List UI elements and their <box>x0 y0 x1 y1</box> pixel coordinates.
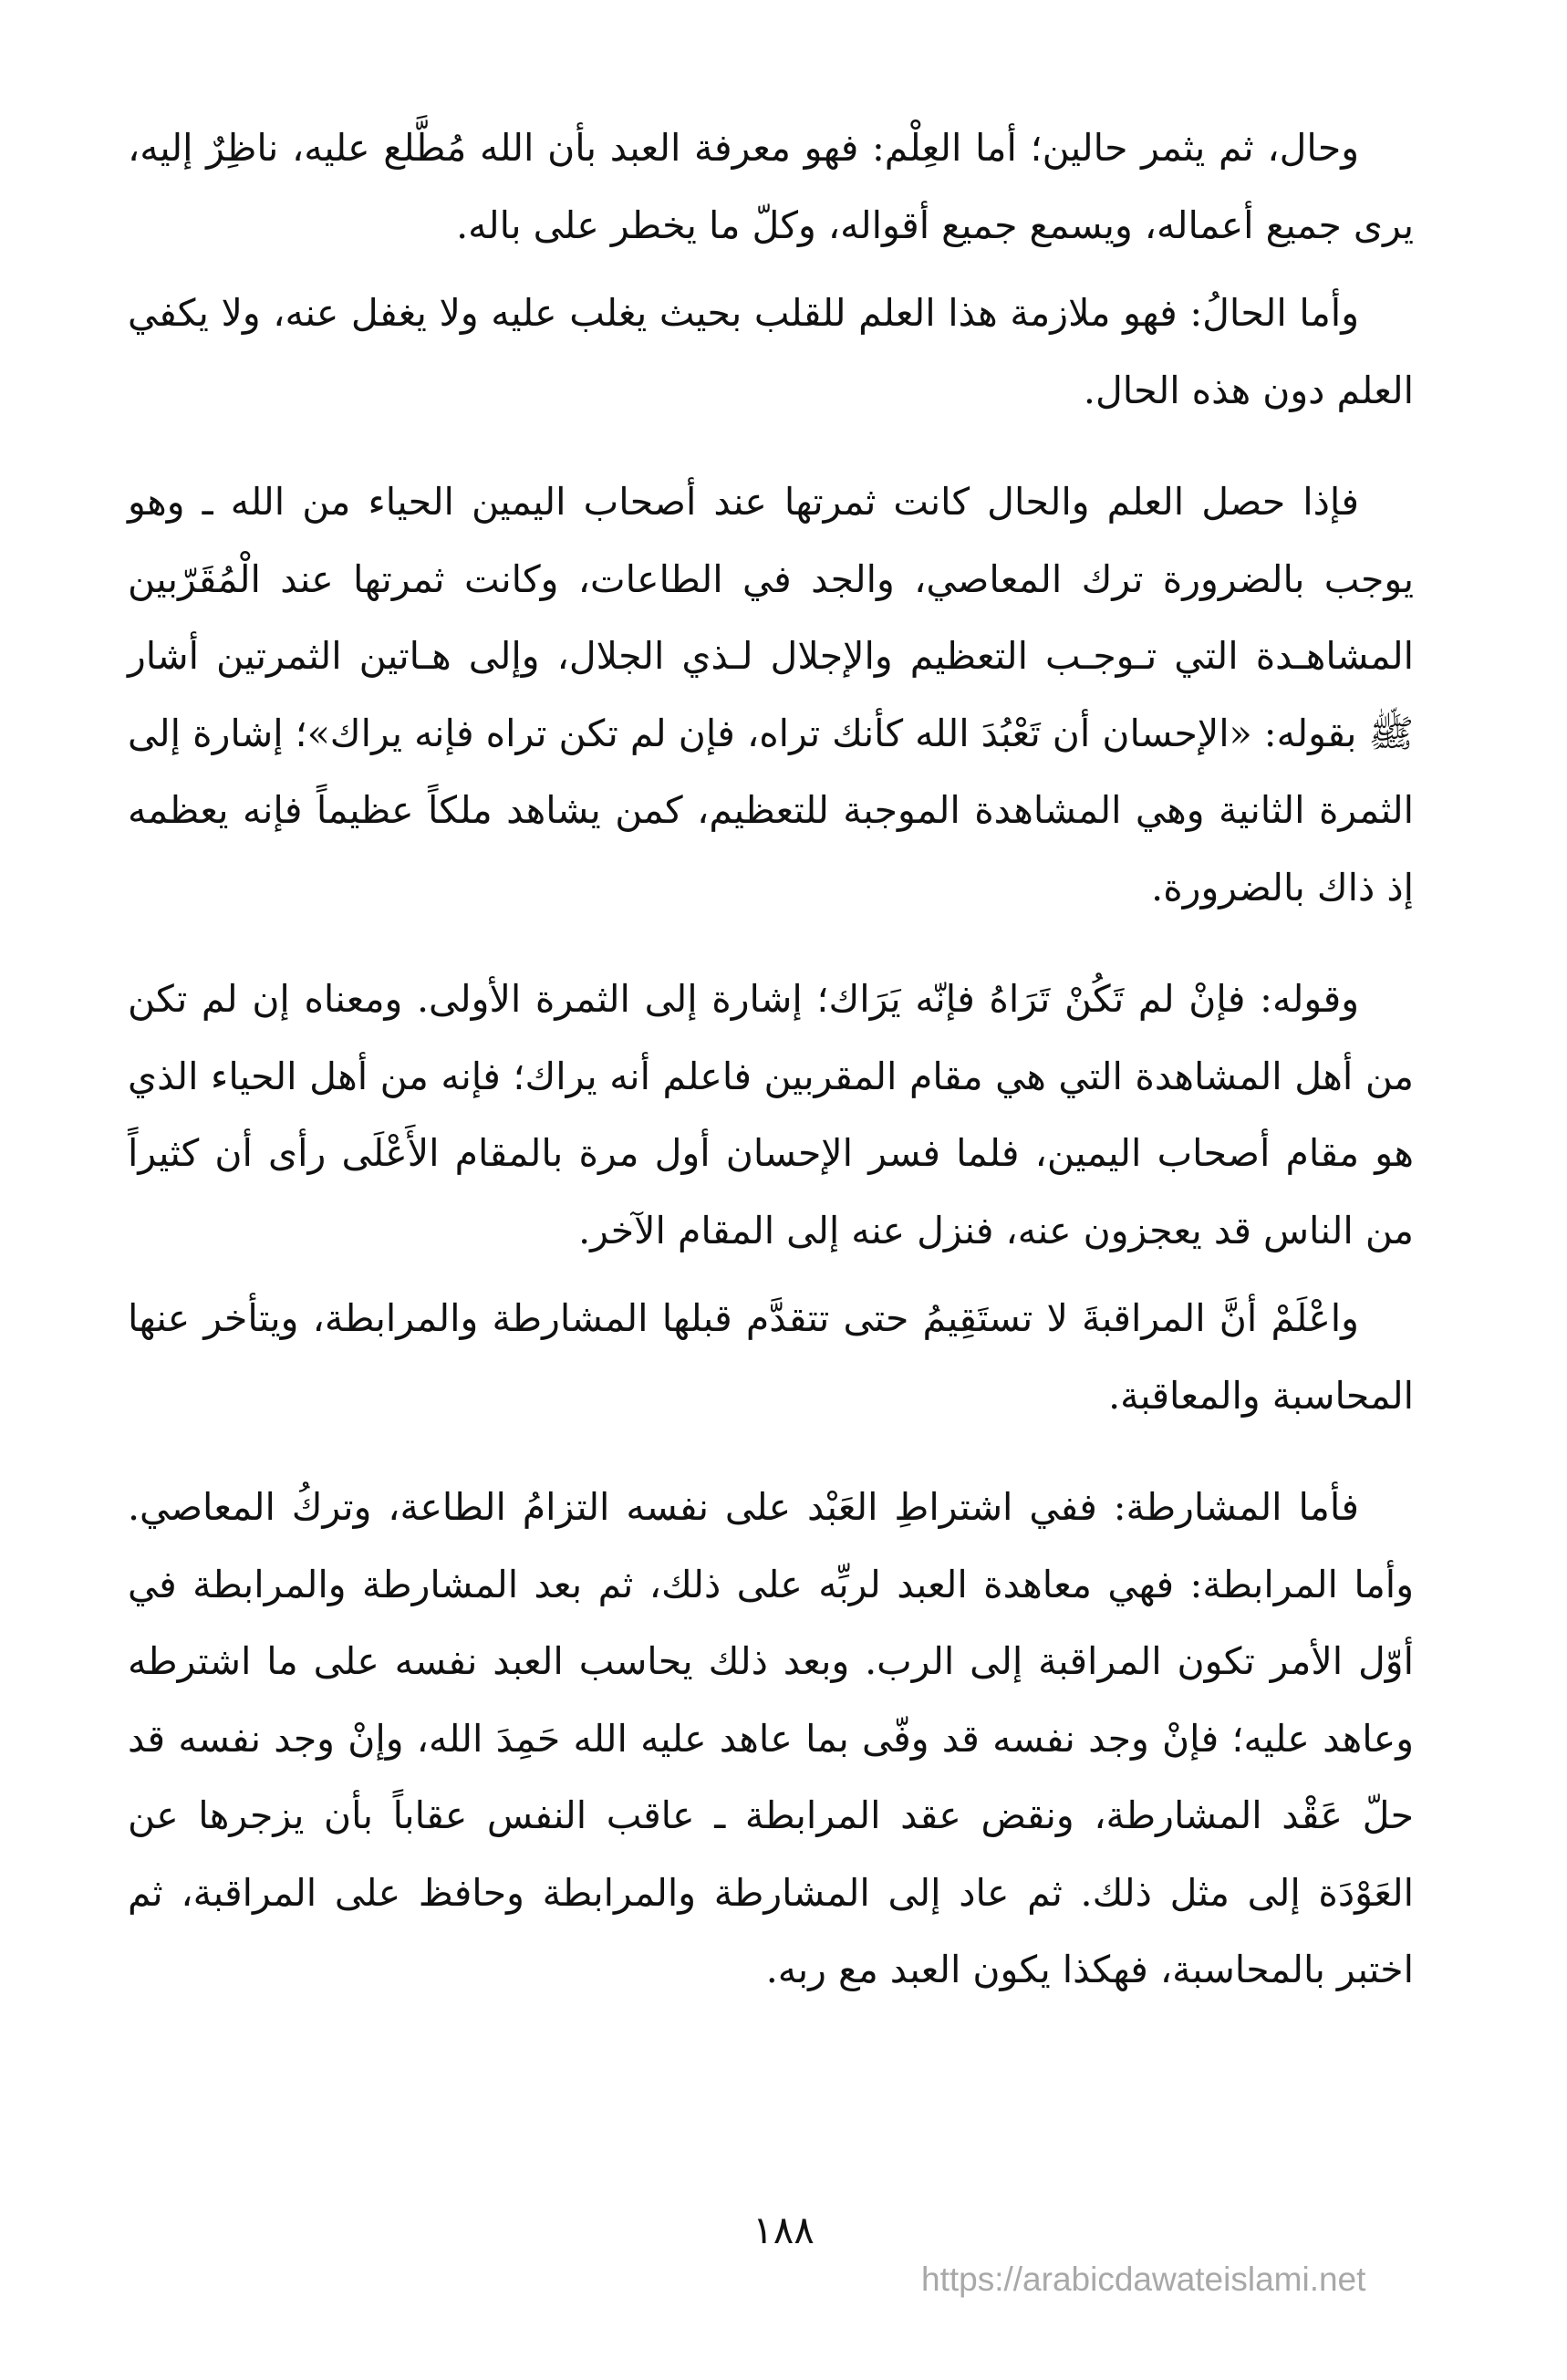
page-body <box>128 109 1414 2009</box>
watermark-url: https://arabicdawateislami.net <box>921 2260 1366 2298</box>
paragraph-musharata: فأما المشارطة: ففي اشتراطِ العَبْد على نفسه التزامُ الطاعة، وتركُ المعاصي. وأما المرابطة: فهي معاهدة العبد لربِّه على ذلك، ثم بعد المشارطة والمرابطة في أوّل الأمر تكون المراقبة إلى الرب. وبعد ذلك يحاسب العبد نفسه على ما اشترطه وعاهد عليه؛ فإنْ وجد نفسه قد وفّى بما عاهد عليه الله حَمِدَ الله، وإنْ وجد نفسه قد حلّ عَقْد المشارطة، ونقض عقد المرابطة ـ عاقب النفس عقاباً بأن يزجرها عن العَوْدَة إلى مثل ذلك. ثم عاد إلى المشارطة والمرابطة وحافظ على المراقبة، ثم اختبر بالمحاسبة، فهكذا يكون العبد مع ربه. <box>128 1485 1414 1991</box>
paragraph-fruits: فإذا حصل العلم والحال كانت ثمرتها عند أصحاب اليمين الحياء من الله ـ وهو يوجب بالضرورة ترك المعاصي، والجد في الطاعات، وكانت ثمرتها عند الْمُقَرّبين المشاهـدة التي تـوجـب التعظيم والإجلال لـذي الجلال، وإلى هـاتين الثمرتين أشار ﷺ بقوله: «الإحسان أن تَعْبُدَ الله كأنك تراه، فإن لم تكن تراه فإنه يراك»؛ إشارة إلى الثمرة الثانية وهي المشاهدة الموجبة للتعظيم، كمن يشاهد ملكاً عظيماً فإنه يعظمه إذ ذاك بالضرورة. <box>128 480 1414 909</box>
paragraph-state: وأما الحالُ: فهو ملازمة هذا العلم للقلب بحيث يغلب عليه ولا يغفل عنه، ولا يكفي العلم دون هذه الحال. <box>128 291 1414 412</box>
paragraph-muraqaba: واعْلَمْ أنَّ المراقبةَ لا تستَقِيمُ حتى تتقدَّم قبلها المشارطة والمرابطة، ويتأخر عنها المحاسبة والمعاقبة. <box>128 1296 1414 1418</box>
paragraph-knowledge: وحال، ثم يثمر حالين؛ أما العِلْم: فهو معرفة العبد بأن الله مُطَّلع عليه، ناظِرٌ إليه، يرى جميع أعماله، ويسمع جميع أقواله، وكلّ ما يخطر على باله. <box>128 126 1414 247</box>
paragraph-hadith-explanation: وقوله: فإنْ لم تَكُنْ تَرَاهُ فإنّه يَرَاك؛ إشارة إلى الثمرة الأولى. ومعناه إن لم تكن من أهل المشاهدة التي هي مقام المقربين فاعلم أنه يراك؛ فإنه من أهل الحياء الذي هو مقام أصحاب اليمين، فلما فسر الإحسان أول مرة بالمقام الأَعْلَى رأى أن كثيراً من الناس قد يعجزون عنه، فنزل عنه إلى المقام الآخر. <box>128 977 1414 1252</box>
page-number: ١٨٨ <box>752 2208 815 2252</box>
